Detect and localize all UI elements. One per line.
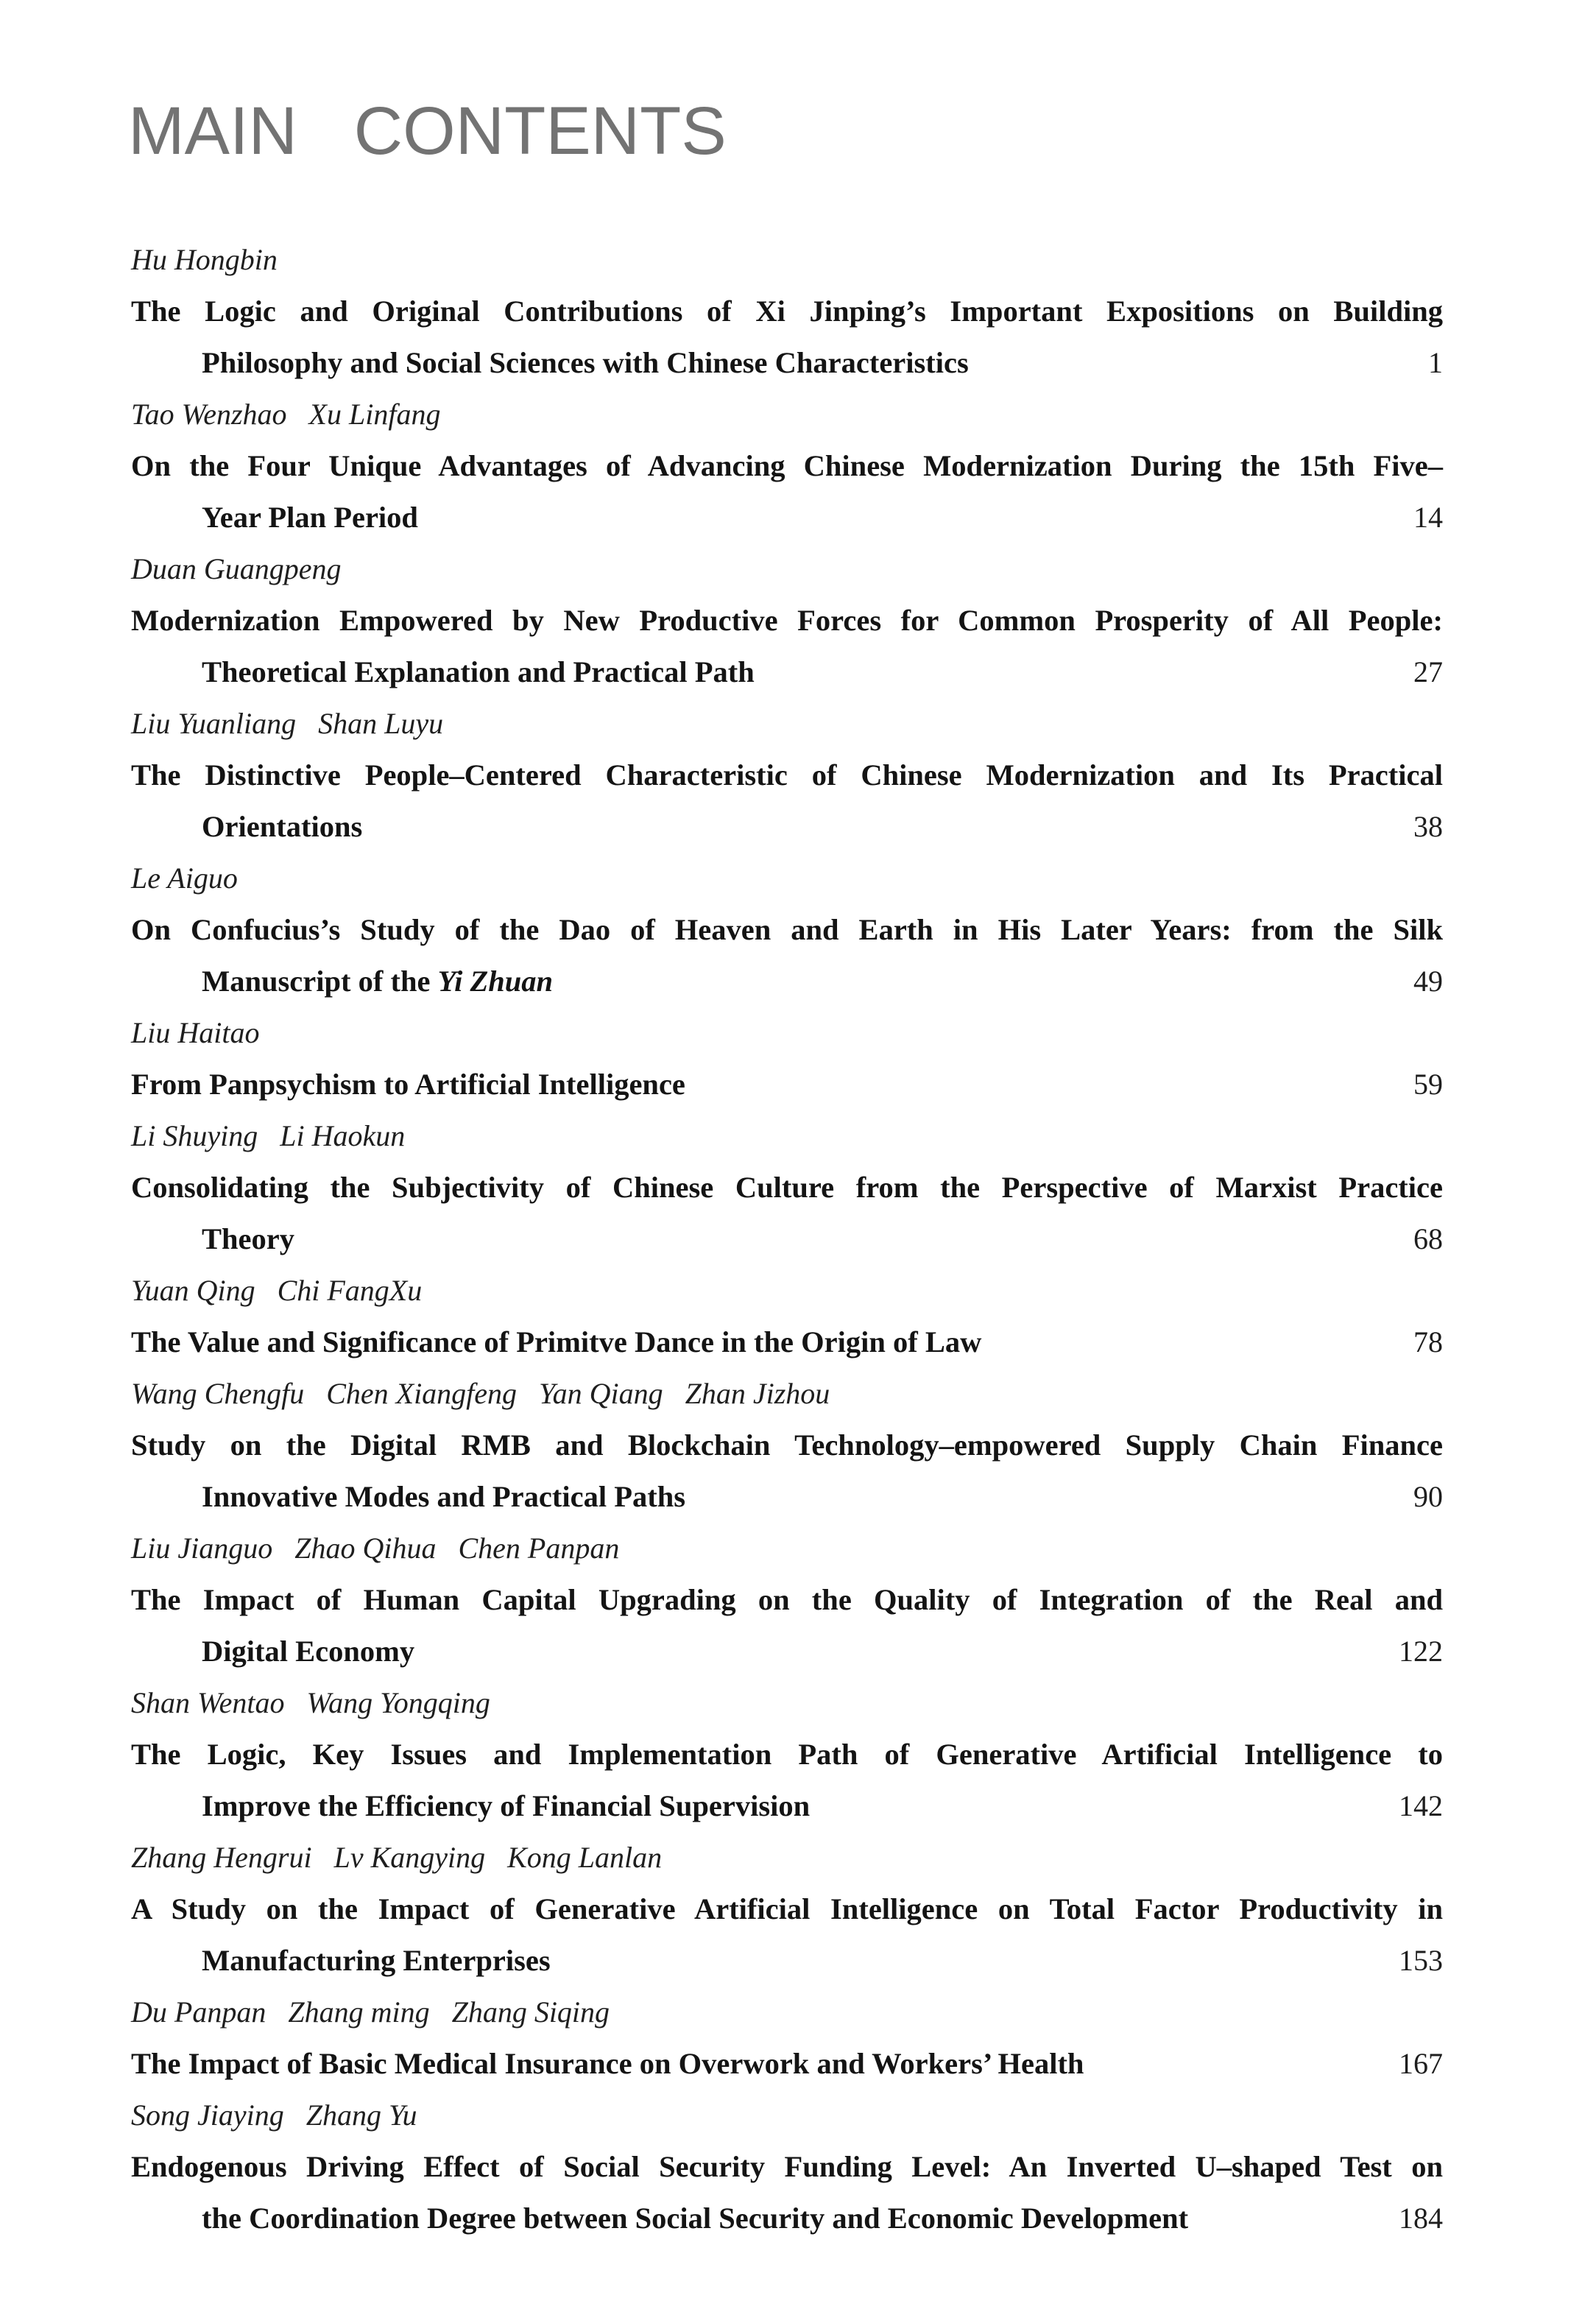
entry-title-line: Modernization Empowered by New Productive Forces for Common Prosperity of All People:: [131, 604, 1443, 637]
entry-title-line: [131, 956, 1443, 1007]
entry-title-line: The Value and Significance of Primitve Dance in the Origin of Law: [131, 1325, 982, 1358]
entry-title-line: the Coordination Degree between Social Security and Economic Development: [202, 2202, 1189, 2235]
entry-page-number: 68: [1413, 1222, 1443, 1255]
table-of-contents: [131, 234, 1443, 2244]
entry-title-line: Improve the Efficiency of Financial Supervision: [202, 1789, 811, 1822]
entry-page-number: 38: [1413, 810, 1443, 843]
entry-authors: Li Shuying Li Haokun: [131, 1119, 406, 1152]
toc-entry: [131, 1007, 1443, 1110]
entry-authors: Shan Wentao Wang Yongqing: [131, 1686, 490, 1719]
entry-title-line: The Impact of Basic Medical Insurance on Overwork and Workers’ Health: [131, 2047, 1084, 2080]
entry-title-line: Study on the Digital RMB and Blockchain Technology–empowered Supply Chain Finance: [131, 1428, 1443, 1462]
entry-title-line: Manufacturing Enterprises: [202, 1944, 551, 1977]
entry-authors: Duan Guangpeng: [131, 552, 342, 585]
toc-entry: [131, 389, 1443, 543]
entry-authors: Wang Chengfu Chen Xiangfeng Yan Qiang Zhan Jizhou: [131, 1377, 830, 1410]
entry-page-number: 184: [1399, 2202, 1443, 2235]
entry-title-line: The Distinctive People–Centered Characteristic of Chinese Modernization and Its Practical: [131, 758, 1443, 792]
toc-entry: [131, 1110, 1443, 1265]
entry-title-line: Digital Economy: [202, 1635, 415, 1668]
entry-title-line: The Logic, Key Issues and Implementation Path of Generative Artificial Intelligence to: [131, 1738, 1443, 1771]
entry-title-line: The Logic and Original Contributions of Xi Jinping’s Important Expositions on Building: [131, 295, 1443, 328]
toc-entry: [131, 1265, 1443, 1368]
page-heading: MAIN CONTENTS: [128, 94, 727, 169]
entry-page-number: 90: [1413, 1480, 1443, 1513]
entry-page-number: 167: [1399, 2047, 1443, 2080]
entry-page-number: 122: [1399, 1635, 1443, 1668]
entry-page-number: 153: [1399, 1944, 1443, 1977]
toc-entry: [131, 1677, 1443, 1832]
entry-authors: Liu Yuanliang Shan Luyu: [131, 707, 444, 740]
entry-title-italic-text: Yi Zhuan: [437, 965, 554, 998]
entry-title-line: The Impact of Human Capital Upgrading on the Quality of Integration of the Real and: [131, 1583, 1443, 1616]
entry-page-number: 27: [1413, 655, 1443, 688]
entry-title-line: A Study on the Impact of Generative Artificial Intelligence on Total Factor Productivity in: [131, 1892, 1443, 1925]
entry-page-number: 59: [1413, 1068, 1443, 1101]
entry-authors: Zhang Hengrui Lv Kangying Kong Lanlan: [131, 1841, 663, 1874]
entry-title-line: Theory: [202, 1222, 294, 1255]
entry-title-line: Philosophy and Social Sciences with Chinese Characteristics: [202, 346, 969, 379]
entry-title-line: Orientations: [202, 810, 363, 843]
entry-title-line: From Panpsychism to Artificial Intelligence: [131, 1068, 685, 1101]
entry-page-number: 78: [1413, 1325, 1443, 1358]
entry-authors: Liu Jianguo Zhao Qihua Chen Panpan: [131, 1532, 620, 1565]
entry-authors: Yuan Qing Chi FangXu: [131, 1274, 423, 1307]
entry-authors: Le Aiguo: [131, 861, 238, 895]
entry-authors: Liu Haitao: [131, 1016, 260, 1049]
entry-title-line: Theoretical Explanation and Practical Path: [202, 655, 755, 688]
entry-page-number: 14: [1413, 501, 1443, 534]
entry-authors: Tao Wenzhao Xu Linfang: [131, 398, 441, 431]
entry-title-line: On Confucius’s Study of the Dao of Heaven and Earth in His Later Years: from the Silk: [131, 913, 1443, 946]
entry-authors: Song Jiaying Zhang Yu: [131, 2098, 417, 2132]
entry-title-line: Year Plan Period: [202, 501, 418, 534]
toc-entry: [131, 543, 1443, 698]
toc-entry: [131, 2090, 1443, 2244]
toc-entry: [131, 698, 1443, 853]
entry-page-number: 49: [1413, 965, 1443, 998]
toc-entry: [131, 1523, 1443, 1677]
entry-title-line: Innovative Modes and Practical Paths: [202, 1480, 685, 1513]
entry-title-line: On the Four Unique Advantages of Advancing Chinese Modernization During the 15th Five–: [131, 449, 1443, 482]
toc-entry: [131, 853, 1443, 1007]
toc-entry: [131, 1368, 1443, 1523]
toc-entry: [131, 234, 1443, 389]
entry-title-line: Consolidating the Subjectivity of Chinese Culture from the Perspective of Marxist Practice: [131, 1171, 1443, 1204]
toc-entry: [131, 1832, 1443, 1987]
entry-page-number: 142: [1399, 1789, 1443, 1822]
entry-authors: Du Panpan Zhang ming Zhang Siqing: [131, 1995, 610, 2029]
entry-authors: Hu Hongbin: [131, 243, 278, 276]
entry-title-text: Manuscript of the: [202, 965, 438, 998]
entry-page-number: 1: [1428, 346, 1443, 379]
toc-entry: [131, 1987, 1443, 2090]
entry-title-line: Endogenous Driving Effect of Social Security Funding Level: An Inverted U–shaped Test on: [131, 2150, 1443, 2183]
